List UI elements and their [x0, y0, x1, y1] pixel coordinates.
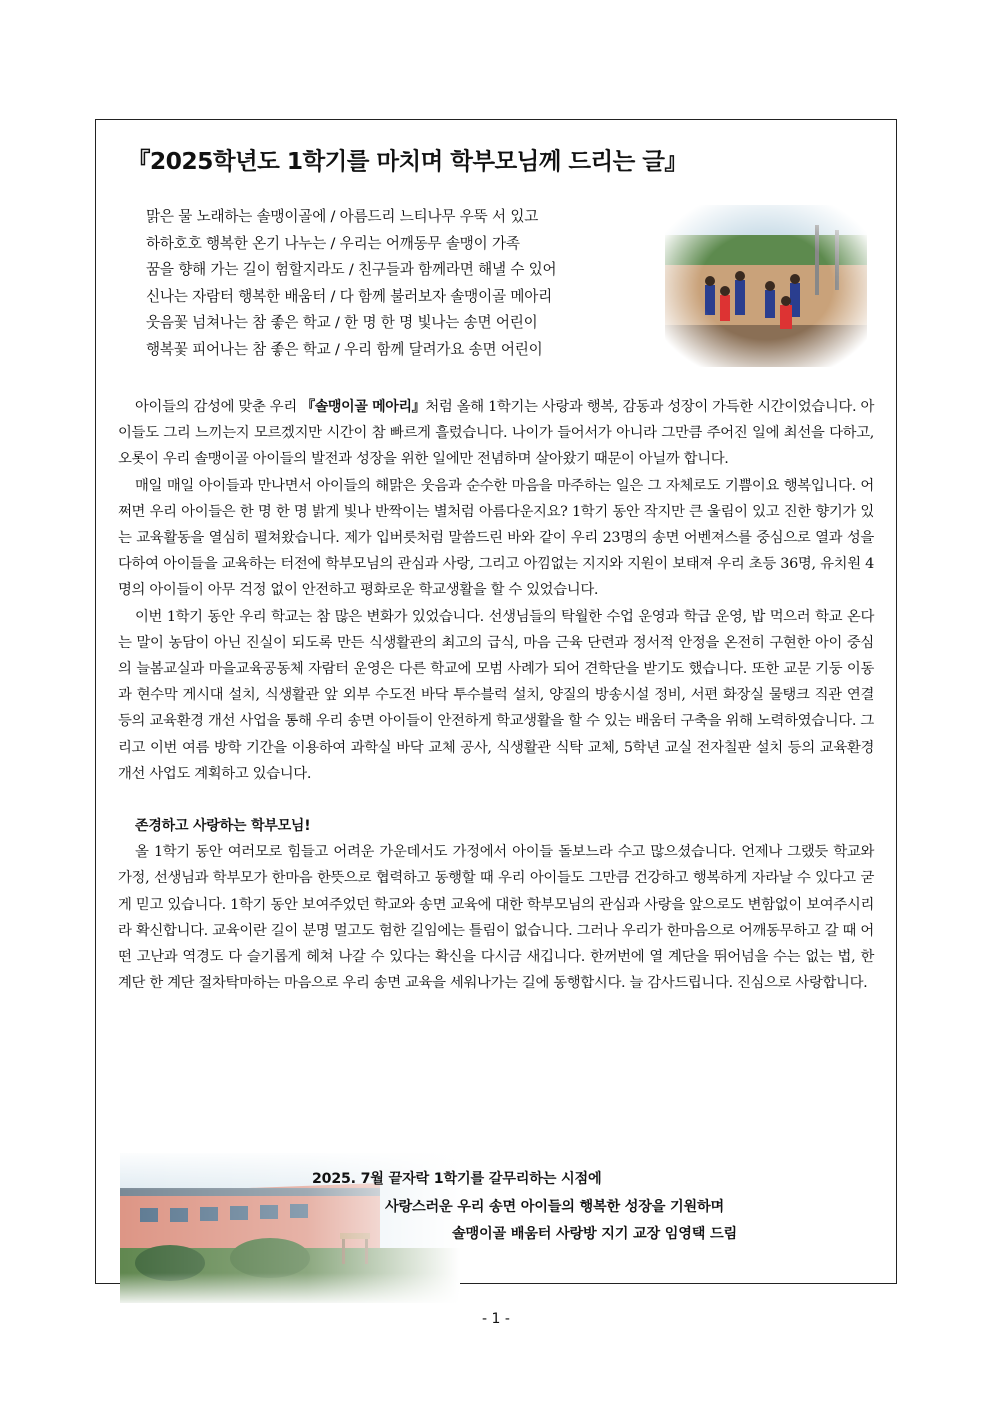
school-song-poem	[146, 204, 676, 363]
poem-line: 신나는 자람터 행복한 배움터 / 다 함께 불러보자 솔맹이골 메아리	[146, 287, 553, 305]
closing-signature-line: 솔맹이골 배움터 사랑방 지기 교장 임영택 드림	[452, 1226, 738, 1242]
closing-wish-line: 사랑스러운 우리 송면 아이들의 행복한 성장을 기원하며	[385, 1199, 725, 1215]
paragraph-2: 매일 매일 아이들과 만나면서 아이들의 해맑은 웃음과 순수한 마음을 마주하는 일은 그 자체로도 기쁨이요 행복입니다. 어쩌면 우리 아이들은 한 명 한 명 밝게 빛나 반짝이는 별처럼 아름다운지요? 1학기 동안 작지만 큰 울림이 있고 진한 향기가 있는 교육활동을 열심히 펼쳐왔습니다. 제가 입버릇처럼 말씀드린 바와 같이 우리 23명의 송면 어벤져스를 중심으로 열과 성을 다하여 아이들을 교육하는 터전에 학부모님의 관심과 사랑, 그리고 아낌없는 지지와 지원이 보태져 우리 초등 36명, 유치원 4명의 아이들이 아무 걱정 없이 안전하고 평화로운 학교생활을 할 수 있었습니다.	[118, 477, 874, 599]
paragraph-1-rest: 처럼 올해 1학기는 사랑과 행복, 감동과 성장이 가득한 시간이었습니다. 아이들도 그리 느끼는지 모르겠지만 시간이 참 빠르게 흘렀습니다. 나이가 들어서가 아니라 그만큼 주어진 일에 최선을 다하고, 오롯이 우리 솔맹이골 아이들의 발전과 성장을 위한 일에만 전념하며 살아왔기 때문이 아닐까 합니다.	[118, 399, 875, 468]
poem-line: 꿈을 향해 가는 길이 험할지라도 / 친구들과 함께라면 해낼 수 있어	[146, 261, 557, 278]
song-title-emphasis: 『솔맹이골 메아리』	[301, 399, 426, 415]
paragraph-3: 이번 1학기 동안 우리 학교는 참 많은 변화가 있었습니다. 선생님들의 탁월한 수업 운영과 학급 운영, 밥 먹으러 학교 온다는 말이 농담이 아닌 진실이 되도록 만든 식생활관의 최고의 급식, 마음 근육 단련과 정서적 안정을 온전히 구현한 아이 중심의 늘봄교실과 마을교육공동체 자람터 운영은 다른 학교에 모범 사례가 되어 견학단을 받기도 했습니다. 또한 교문 기둥 이동과 현수막 게시대 설치, 식생활관 앞 외부 수도전 바닥 투수블럭 설치, 양질의 방송시설 정비, 서편 화장실 물탱크 직관 연결 등의 교육환경 개선 사업을 통해 우리 송면 아이들이 안전하게 학교생활을 할 수 있는 배움터 구축을 위해 노력하였습니다. 그리고 이번 여름 방학 기간을 이용하여 과학실 바닥 교체 공사, 식생활관 식탁 교체, 5학년 교실 전자칠판 설치 등의 교육환경 개선 사업도 계획하고 있습니다.	[118, 608, 874, 782]
poem-line: 맑은 물 노래하는 솔맹이골에 / 아름드리 느티나무 우뚝 서 있고	[146, 208, 539, 225]
greeting-heading: 존경하고 사랑하는 학부모님!	[135, 818, 311, 835]
paragraph-4: 올 1학기 동안 여러모로 힘들고 어려운 가운데서도 가정에서 아이들 돌보느라 수고 많으셨습니다. 언제나 그랬듯 학교와 가정, 선생님과 학부모가 한마음 한뜻으로 협력하고 동행할 때 우리 아이들도 그만큼 건강하고 행복하게 자라날 수 있다고 굳게 믿고 있습니다. 1학기 동안 보여주었던 학교와 송면 교육에 대한 학부모님의 관심과 사랑을 앞으로도 변함없이 보여주시리라 확신합니다. 교육이란 길이 분명 멀고도 험한 길임에는 틀림이 없습니다. 그러나 우리가 한마음으로 어깨동무하고 갈 때 어떤 고난과 역경도 다 슬기롭게 헤쳐 나갈 수 있다는 확신을 다시금 새깁니다. 한꺼번에 열 계단을 뛰어넘을 수는 없는 법, 한 계단 한 계단 절차탁마하는 마음으로 우리 송면 교육을 세워나가는 길에 동행합시다. 늘 감사드립니다. 진심으로 사랑합니다.	[118, 844, 874, 992]
closing-date-line: 2025. 7월 끝자락 1학기를 갈무리하는 시점에	[312, 1171, 602, 1187]
letter-body	[118, 394, 874, 996]
document-title: 『2025학년도 1학기를 마치며 학부모님께 드리는 글』	[127, 147, 688, 175]
poem-line: 하하호호 행복한 온기 나누는 / 우리는 어깨동무 솔맹이 가족	[146, 234, 520, 252]
page-number: - 1 -	[482, 1311, 510, 1327]
children-playground-image	[665, 205, 867, 367]
children-playground-photo	[665, 205, 867, 367]
poem-line: 행복꽃 피어나는 참 좋은 학교 / 우리 함께 달려가요 송면 어린이	[146, 340, 543, 358]
poem-line: 웃음꽃 넘쳐나는 참 좋은 학교 / 한 명 한 명 빛나는 송면 어린이	[146, 314, 538, 331]
paragraph-1-start: 아이들의 감성에 맞춘 우리	[135, 399, 302, 415]
paragraph-1	[118, 394, 874, 473]
